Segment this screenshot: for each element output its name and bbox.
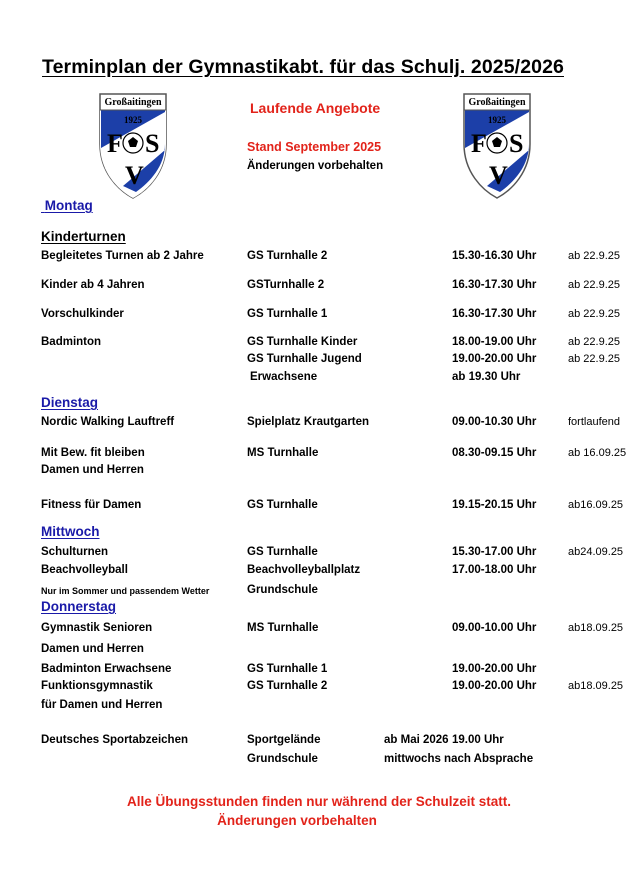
activity-time: 18.00-19.00 Uhr: [452, 336, 537, 348]
activity-start: ab 22.9.25: [568, 308, 620, 320]
activity-name-line2: für Damen und Herren: [41, 699, 163, 711]
activity-time: 17.00-18.00 Uhr: [452, 564, 537, 576]
activity-time: 19.00-20.00 Uhr: [452, 353, 537, 365]
activity-start: fortlaufend: [568, 416, 620, 428]
activity-place: Spielplatz Krautgarten: [247, 416, 370, 428]
logo-letter-f: F: [107, 129, 123, 158]
day-heading-montag: Montag: [44, 198, 93, 213]
activity-time: 15.30-16.30 Uhr: [452, 250, 537, 262]
activity-place: GS Turnhalle: [247, 546, 318, 558]
day-heading-donnerstag: Donnerstag: [41, 599, 117, 614]
activity-name-line2: Damen und Herren: [41, 643, 144, 655]
activity-start: ab24.09.25: [568, 546, 624, 558]
activity-start: ab 22.9.25: [568, 353, 620, 365]
activity-place: MS Turnhalle: [247, 622, 319, 634]
activity-start: ab16.09.25: [568, 499, 624, 511]
activity-name: Beachvolleyball: [41, 564, 128, 576]
activity-start: ab18.09.25: [568, 622, 624, 634]
activity-start: ab 22.9.25: [568, 336, 620, 348]
activity-place: Grundschule: [247, 584, 318, 596]
activity-name: Badminton: [41, 336, 102, 348]
logo-letter-v: V: [125, 161, 144, 190]
club-logo-right: [462, 92, 532, 200]
logo-letter-v: V: [489, 161, 508, 190]
activity-place: GS Turnhalle 2: [247, 250, 328, 262]
activity-time: 16.30-17.30 Uhr: [452, 279, 537, 291]
logo-year: 1925: [124, 115, 142, 125]
activity-time: 19.00-20.00 Uhr: [452, 680, 537, 692]
activity-place: MS Turnhalle: [247, 447, 319, 459]
day-heading-mittwoch: Mittwoch: [41, 524, 100, 539]
activity-name: Schulturnen: [41, 546, 109, 558]
activity-start: ab 22.9.25: [568, 279, 620, 291]
activity-time: 08.30-09.15 Uhr: [452, 447, 537, 459]
logo-top-text: Großaitingen: [468, 97, 526, 108]
activity-time: 09.00-10.00 Uhr: [452, 622, 537, 634]
footer-changes: Änderungen vorbehalten: [217, 813, 377, 828]
activity-time: 19.15-20.15 Uhr: [452, 499, 537, 511]
activity-place-line2: Grundschule: [247, 753, 318, 765]
page-title: Terminplan der Gymnastikabt. für das Schulj. 2025/2026: [42, 56, 564, 78]
activity-place: GS Turnhalle Kinder: [247, 336, 358, 348]
logo-letter-f: F: [471, 129, 487, 158]
logo-year: 1925: [488, 115, 506, 125]
activity-from: ab Mai 2026: [384, 734, 449, 746]
club-logo-left: [98, 92, 168, 200]
logo-top-text: Großaitingen: [104, 97, 162, 108]
activity-name: Badminton Erwachsene: [41, 663, 172, 675]
activity-place: GS Turnhalle 2: [247, 680, 328, 692]
activity-start: ab 22.9.25: [568, 250, 620, 262]
activity-name: Begleitetes Turnen ab 2 Jahre: [41, 250, 204, 262]
activity-place: GS Turnhalle: [247, 499, 318, 511]
activity-place: Beachvolleyballplatz: [247, 564, 361, 576]
activity-name: Funktionsgymnastik: [41, 680, 153, 692]
activity-time: ab 19.30 Uhr: [452, 371, 521, 383]
activity-place: GS Turnhalle 1: [247, 308, 328, 320]
activity-start: ab18.09.25: [568, 680, 624, 692]
activity-start: ab 16.09.25: [568, 447, 627, 459]
activity-place: GS Turnhalle 1: [247, 663, 328, 675]
activity-schedule: mittwochs nach Absprache: [384, 753, 534, 765]
section-kinderturnen: Kinderturnen: [41, 229, 126, 244]
activity-note: Nur im Sommer und passendem Wetter: [41, 586, 210, 596]
offers-heading: Laufende Angebote: [250, 100, 381, 116]
activity-time: 09.00-10.30 Uhr: [452, 416, 537, 428]
activity-name: Deutsches Sportabzeichen: [41, 734, 188, 746]
activity-name: Mit Bew. fit bleiben: [41, 447, 145, 459]
activity-name: Kinder ab 4 Jahren: [41, 279, 145, 291]
activity-place: Erwachsene: [250, 371, 318, 383]
logo-letter-s: S: [145, 129, 160, 158]
activity-name: Vorschulkinder: [41, 308, 124, 320]
activity-place: GS Turnhalle Jugend: [247, 353, 362, 365]
activity-time: 16.30-17.30 Uhr: [452, 308, 537, 320]
footer-notice: Alle Übungsstunden finden nur während der Schulzeit statt.: [126, 794, 512, 809]
activity-time: 15.30-17.00 Uhr: [452, 546, 537, 558]
activity-time: 19.00-20.00 Uhr: [452, 663, 537, 675]
activity-time: 19.00 Uhr: [452, 734, 504, 746]
changes-text: Änderungen vorbehalten: [247, 160, 384, 172]
stand-text: Stand September 2025: [247, 140, 382, 154]
activity-name: Fitness für Damen: [41, 499, 142, 511]
logo-letter-s: S: [509, 129, 524, 158]
activity-place: GSTurnhalle 2: [247, 279, 325, 291]
day-heading-dienstag: Dienstag: [41, 395, 99, 410]
activity-name: Nordic Walking Lauftreff: [41, 416, 175, 428]
activity-name-line2: Damen und Herren: [41, 464, 144, 476]
activity-place: Sportgelände: [247, 734, 321, 746]
activity-name: Gymnastik Senioren: [41, 622, 153, 634]
